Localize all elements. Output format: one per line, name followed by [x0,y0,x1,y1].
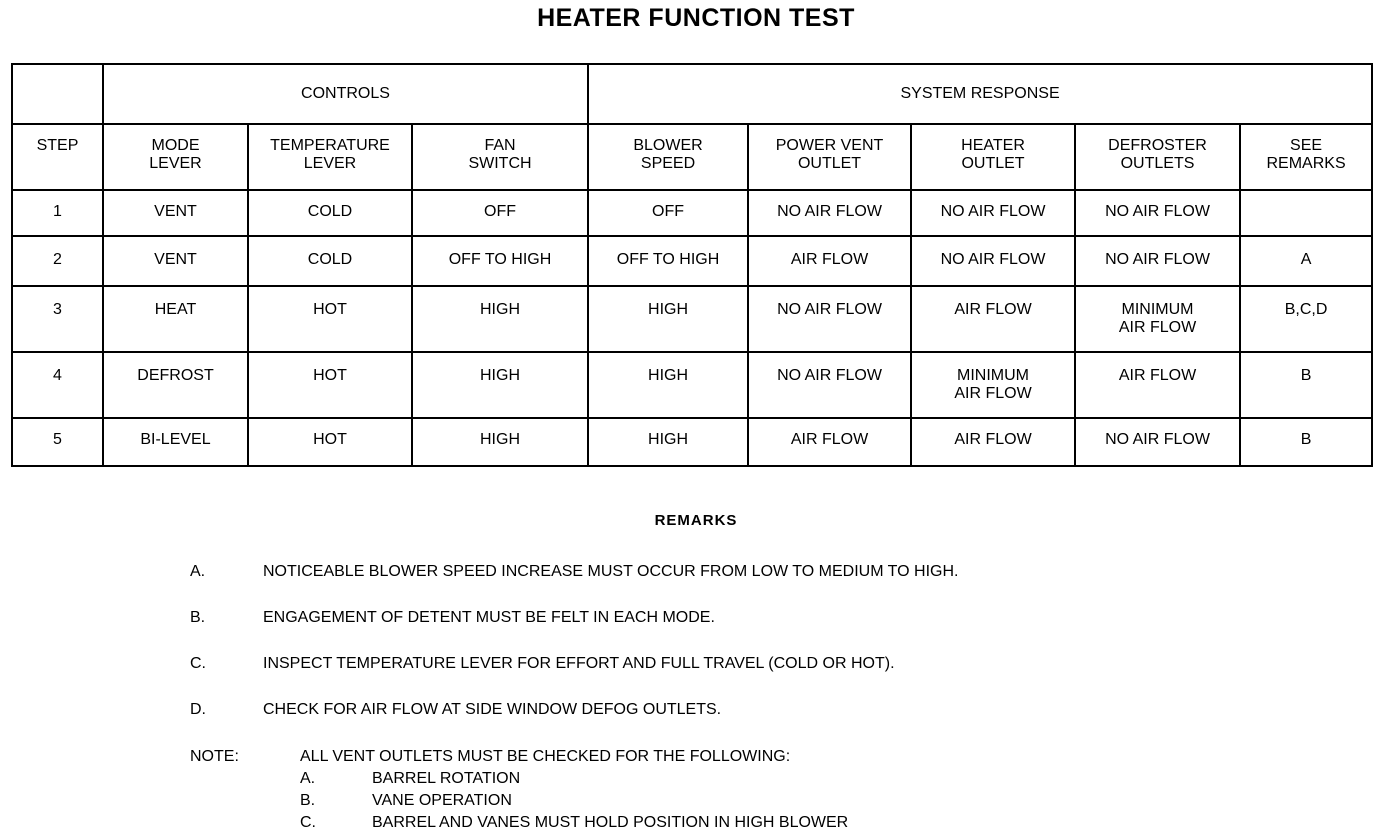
remark-key: A. [190,563,206,580]
table-cell: 4 [12,352,103,418]
table-cell: AIR FLOW [911,286,1075,352]
table-cell: B,C,D [1240,286,1372,352]
table-cell: VENT [103,190,248,236]
table-cell: B [1240,418,1372,466]
note-item-key: C. [300,814,316,831]
table-cell: AIR FLOW [748,418,911,466]
table-cell: HIGH [412,286,588,352]
table-cell: COLD [248,236,412,286]
table-cell: OFF [412,190,588,236]
table-cell: MINIMUM AIR FLOW [1075,286,1240,352]
table-cell: 1 [12,190,103,236]
note-label: NOTE: [190,748,239,765]
remark-key: D. [190,701,206,718]
table-cell: AIR FLOW [748,236,911,286]
table-cell: NO AIR FLOW [1075,190,1240,236]
column-header-defroster-outlets: DEFROSTER OUTLETS [1075,124,1240,190]
table-cell: NO AIR FLOW [748,352,911,418]
note-text: ALL VENT OUTLETS MUST BE CHECKED FOR THE FOLLOWING: [300,748,791,765]
group-header-system-response: SYSTEM RESPONSE [588,64,1372,124]
table-cell: HOT [248,418,412,466]
table-cell: NO AIR FLOW [911,236,1075,286]
note-item-b [300,790,512,812]
column-header-mode-lever: MODE LEVER [103,124,248,190]
column-header-heater-outlet: HEATER OUTLET [911,124,1075,190]
table-cell: VENT [103,236,248,286]
note-item-key: A. [300,770,316,787]
remark-text: NOTICEABLE BLOWER SPEED INCREASE MUST OCCUR FROM LOW TO MEDIUM TO HIGH. [263,563,959,580]
table-row [12,418,1372,466]
table-cell: 3 [12,286,103,352]
note-item-c [300,812,848,834]
remark-text: INSPECT TEMPERATURE LEVER FOR EFFORT AND FULL TRAVEL (COLD OR HOT). [263,655,895,672]
note-item-text: BARREL AND VANES MUST HOLD POSITION IN HIGH BLOWER [372,814,849,831]
table-row [12,236,1372,286]
table-cell: NO AIR FLOW [748,190,911,236]
group-header-controls: CONTROLS [103,64,588,124]
table-cell: A [1240,236,1372,286]
column-header-blower-speed: BLOWER SPEED [588,124,748,190]
table-cell: OFF TO HIGH [588,236,748,286]
table-row [12,352,1372,418]
table-cell: HEAT [103,286,248,352]
table-cell: MINIMUM AIR FLOW [911,352,1075,418]
table-cell: HOT [248,352,412,418]
column-header-fan-switch: FAN SWITCH [412,124,588,190]
table-cell: AIR FLOW [1075,352,1240,418]
table-cell: B [1240,352,1372,418]
column-header-see-remarks: SEE REMARKS [1240,124,1372,190]
remark-text: ENGAGEMENT OF DETENT MUST BE FELT IN EACH MODE. [263,609,715,626]
page-title: HEATER FUNCTION TEST [537,4,855,32]
remarks-heading: REMARKS [654,512,738,529]
column-header-power-vent-outlet: POWER VENT OUTLET [748,124,911,190]
table-cell: NO AIR FLOW [748,286,911,352]
table-cell: 5 [12,418,103,466]
remark-key: B. [190,609,206,626]
table-cell: NO AIR FLOW [911,190,1075,236]
table-cell: HIGH [412,418,588,466]
table-cell: OFF [588,190,748,236]
table-row [12,190,1372,236]
note-item-a [300,768,520,790]
table-cell: DEFROST [103,352,248,418]
heater-function-test-table [11,63,1373,467]
column-header-step: STEP [12,124,103,190]
table-corner-cell [12,64,103,124]
table-cell: HIGH [412,352,588,418]
table-cell: OFF TO HIGH [412,236,588,286]
table-cell: NO AIR FLOW [1075,418,1240,466]
table-cell: NO AIR FLOW [1075,236,1240,286]
note-item-text: BARREL ROTATION [372,770,521,787]
note-item-key: B. [300,792,316,809]
table-cell: HIGH [588,352,748,418]
table-cell: BI-LEVEL [103,418,248,466]
table-cell: COLD [248,190,412,236]
note-item-text: VANE OPERATION [372,792,512,809]
column-header-temperature-lever: TEMPERATURE LEVER [248,124,412,190]
table-cell [1240,190,1372,236]
table-row [12,286,1372,352]
table-cell: HOT [248,286,412,352]
table-cell: HIGH [588,418,748,466]
remark-text: CHECK FOR AIR FLOW AT SIDE WINDOW DEFOG OUTLETS. [263,701,722,718]
table-cell: 2 [12,236,103,286]
table-cell: AIR FLOW [911,418,1075,466]
remark-key: C. [190,655,206,672]
table-cell: HIGH [588,286,748,352]
